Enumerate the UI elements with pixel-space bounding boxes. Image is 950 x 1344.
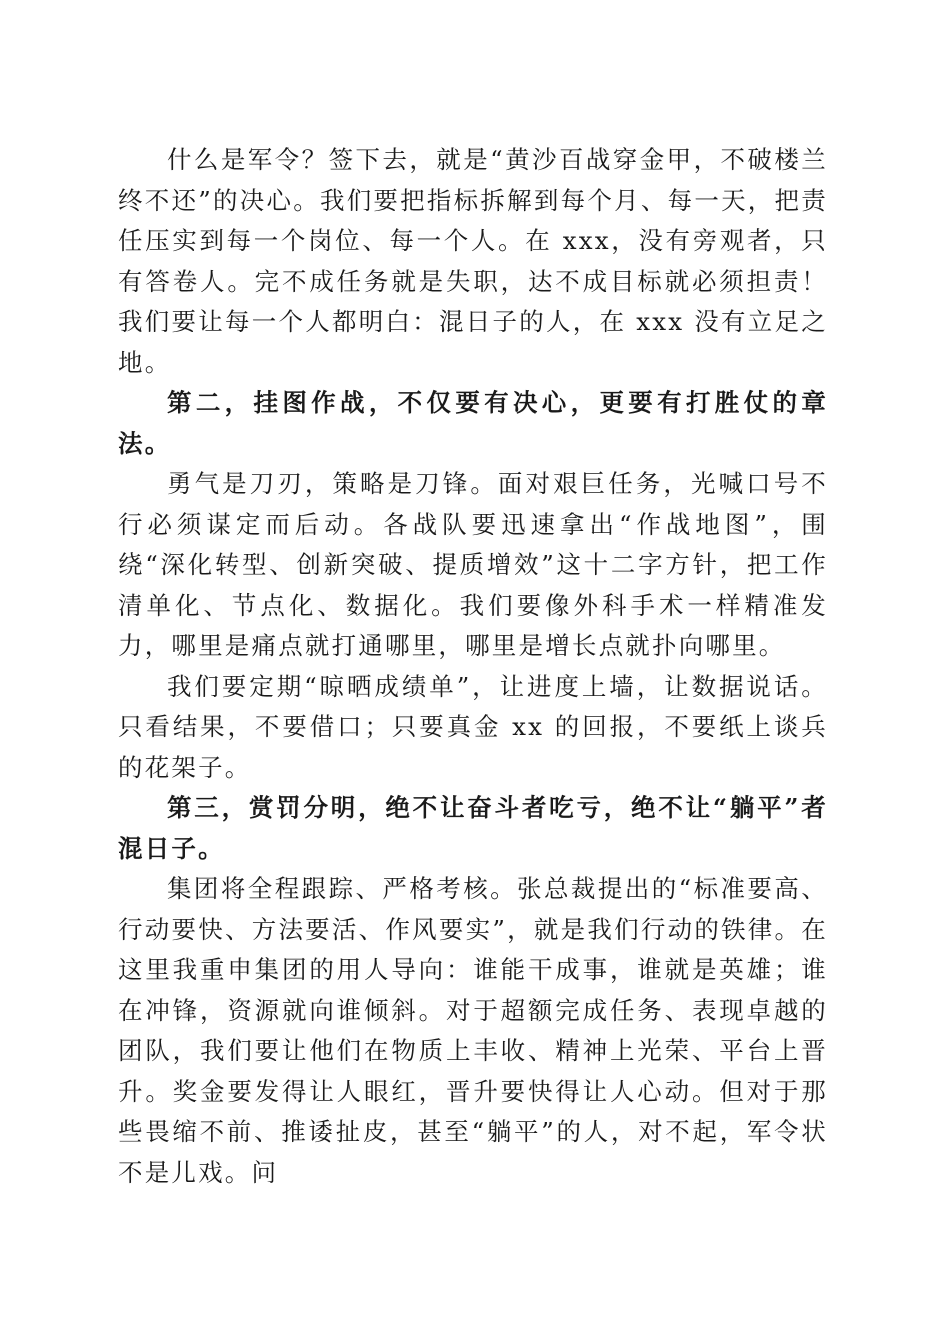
heading-section-two: 第二，挂图作战，不仅要有决心，更要有打胜仗的章法。 [118,388,828,458]
paragraph-military-order: 什么是军令？签下去，就是“黄沙百战穿金甲，不破楼兰终不还”的决心。我们要把指标拆解到每个月、每一天，把责任压实到每一个岗位、每一个人。在 xxx，没有旁观者，只有答卷人。完不成任务就是失职，达不成目标就必须担责！我们要让每一个人都明白：混日子的人，在 xxx 没有立足之地。 [118,145,828,377]
paragraph-rewards: 集团将全程跟踪、严格考核。张总裁提出的“标准要高、行动要快、方法要活、作风要实”，就是我们行动的铁律。在这里我重申集团的用人导向：谁能干成事，谁就是英雄；谁在冲锋，资源就向谁倾斜。对于超额完成任务、表现卓越的团队，我们要让他们在物质上丰收、精神上光荣、平台上晋升。奖金要发得让人眼红，晋升要快得让人心动。但对于那些畏缩不前、推诿扯皮，甚至“躺平”的人，对不起，军令状不是儿戏。问 [118,874,828,1187]
paragraph-scorecard: 我们要定期“晾晒成绩单”，让进度上墙，让数据说话。只看结果，不要借口；只要真金 xx 的回报，不要纸上谈兵的花架子。 [118,671,828,782]
heading-section-three: 第三，赏罚分明，绝不让奋斗者吃亏，绝不让“躺平”者混日子。 [118,793,828,863]
document-body [118,140,828,1193]
paragraph-strategy: 勇气是刀刃，策略是刀锋。面对艰巨任务，光喊口号不行必须谋定而后动。各战队要迅速拿出“作战地图”，围绕“深化转型、创新突破、提质增效”这十二字方针，把工作清单化、节点化、数据化。我们要像外科手术一样精准发力，哪里是痛点就打通哪里，哪里是增长点就扑向哪里。 [118,469,828,660]
